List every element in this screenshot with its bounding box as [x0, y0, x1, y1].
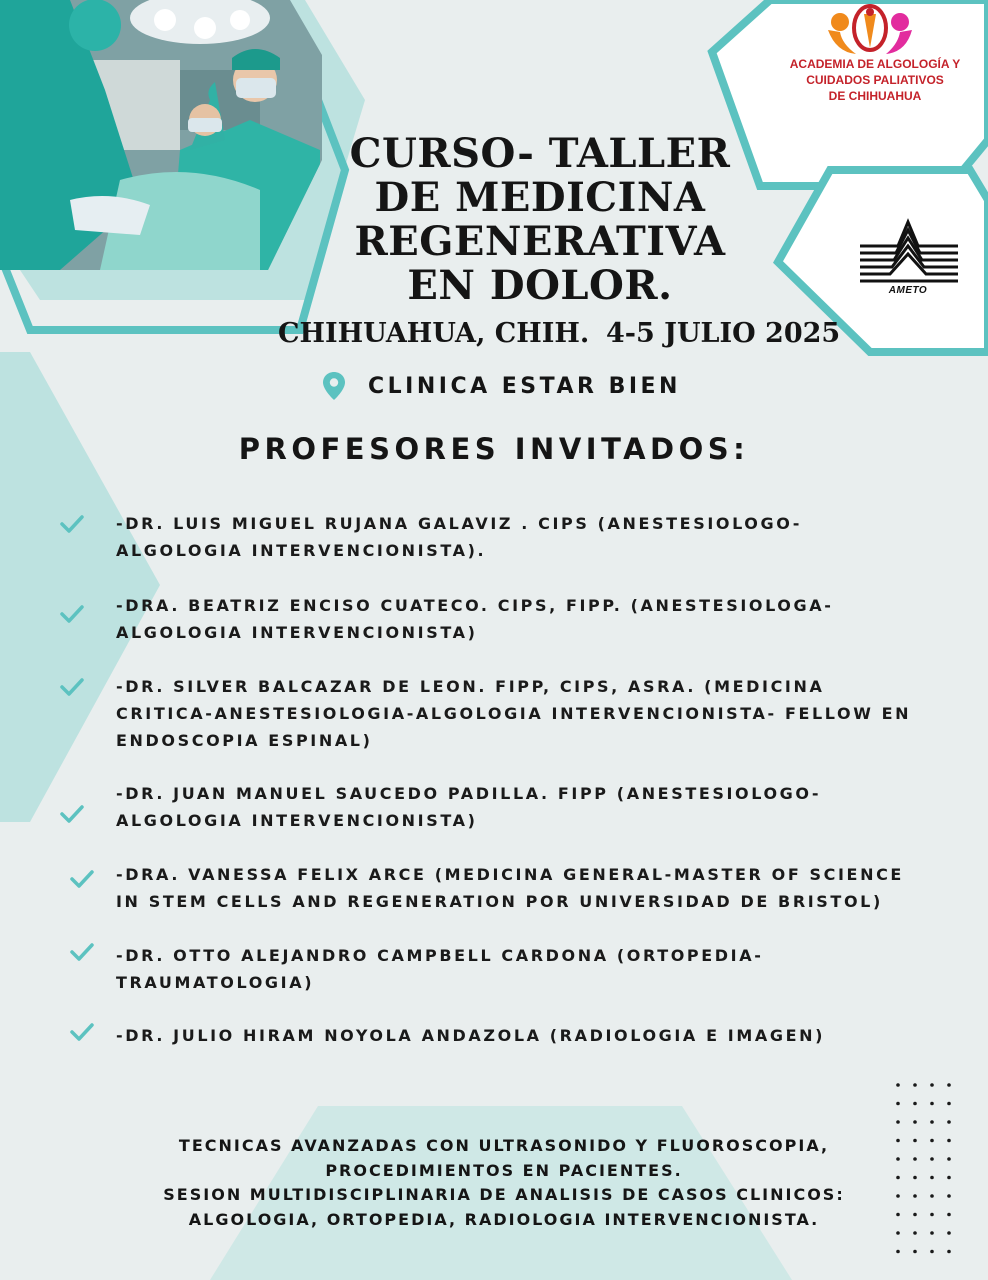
professor-item — [60, 861, 920, 915]
footer-description — [100, 1134, 908, 1232]
surgery-photo — [0, 0, 330, 275]
dot — [947, 1102, 951, 1106]
footer-line-1: TECNICAS AVANZADAS CON ULTRASONIDO Y FLUOROSCOPIA, — [178, 1136, 830, 1155]
dot — [930, 1250, 934, 1254]
dot — [947, 1157, 951, 1161]
professor-text: -DR. LUIS MIGUEL RUJANA GALAVIZ . CIPS (ANESTESIOLOGO-ALGOLOGIA INTERVENCIONISTA). — [116, 514, 802, 560]
dot — [947, 1231, 951, 1235]
dot — [930, 1231, 934, 1235]
professor-item — [60, 673, 920, 754]
check-icon — [70, 942, 94, 962]
footer-line-4: ALGOLOGIA, ORTOPEDIA, RADIOLOGIA INTERVENCIONISTA. — [188, 1209, 820, 1229]
dot — [930, 1157, 934, 1161]
location-pin-icon — [322, 371, 346, 401]
event-title-line-4: EN DOLOR. — [407, 262, 673, 309]
dot — [913, 1176, 917, 1180]
check-icon — [60, 514, 84, 534]
check-icon — [60, 804, 84, 824]
dot — [930, 1213, 934, 1217]
footer-line-3: SESION MULTIDISCIPLINARIA DE ANALISIS DE CASOS CLINICOS: — [163, 1185, 845, 1204]
professor-text: -DR. SILVER BALCAZAR DE LEON. FIPP, CIPS, ASRA. (MEDICINA CRITICA-ANESTESIOLOGIA-ALGOLOGIA INTERVENCIONISTA- FELLOW EN ENDOSCOPIA ESPINAL) — [116, 677, 912, 750]
check-icon — [60, 677, 84, 697]
professor-item — [60, 942, 920, 996]
professor-text: -DR. JUAN MANUEL SAUCEDO PADILLA. FIPP (ANESTESIOLOGO-ALGOLOGIA INTERVENCIONISTA) — [116, 784, 822, 830]
event-title-line-1: CURSO- TALLER — [349, 130, 731, 177]
dot — [896, 1120, 900, 1124]
academy-name-line-3: DE CHIHUAHUA — [828, 89, 922, 103]
dot — [947, 1250, 951, 1254]
dot — [930, 1139, 934, 1143]
dot — [913, 1102, 917, 1106]
professor-text: -DRA. VANESSA FELIX ARCE (MEDICINA GENERAL-MASTER OF SCIENCE IN STEM CELLS AND REGENERATION POR UNIVERSIDAD DE BRISTOL) — [116, 865, 904, 911]
dot — [947, 1194, 951, 1198]
check-icon — [70, 1022, 94, 1042]
professors-heading: PROFESORES INVITADOS: — [238, 432, 750, 466]
footer-line-2: PROCEDIMIENTOS EN PACIENTES. — [325, 1160, 683, 1180]
dot — [913, 1194, 917, 1198]
professor-item — [60, 510, 920, 564]
ameto-label: AMETO — [888, 285, 928, 296]
dot — [930, 1102, 934, 1106]
dot — [947, 1083, 951, 1087]
dot — [947, 1176, 951, 1180]
professor-item — [60, 592, 920, 646]
dot — [913, 1250, 917, 1254]
academy-name-line-2: CUIDADOS PALIATIVOS — [806, 73, 944, 87]
dot — [913, 1120, 917, 1124]
professor-text: -DRA. BEATRIZ ENCISO CUATECO. CIPS, FIPP. (ANESTESIOLOGA-ALGOLOGIA INTERVENCIONISTA) — [116, 596, 834, 642]
professor-item — [60, 1022, 920, 1049]
professor-item — [60, 780, 920, 834]
venue-row — [322, 370, 681, 402]
check-icon — [60, 604, 84, 624]
event-city: CHIHUAHUA, CHIH. — [278, 318, 590, 349]
event-title — [340, 132, 740, 308]
professor-text: -DR. OTTO ALEJANDRO CAMPBELL CARDONA (ORTOPEDIA-TRAUMATOLOGIA) — [116, 946, 764, 992]
dot — [930, 1176, 934, 1180]
dot — [896, 1083, 900, 1087]
academy-name — [772, 56, 978, 104]
dot — [896, 1102, 900, 1106]
dot — [947, 1213, 951, 1217]
event-title-line-3: REGENERATIVA — [354, 218, 726, 265]
dot — [947, 1139, 951, 1143]
dot — [913, 1139, 917, 1143]
venue-name: CLINICA ESTAR BIEN — [368, 373, 681, 399]
dot — [930, 1120, 934, 1124]
dot — [930, 1083, 934, 1087]
dot — [896, 1250, 900, 1254]
dot — [947, 1120, 951, 1124]
event-title-line-2: DE MEDICINA — [374, 174, 706, 221]
dot — [913, 1083, 917, 1087]
dot — [913, 1231, 917, 1235]
dot — [913, 1213, 917, 1217]
professor-text: -DR. JULIO HIRAM NOYOLA ANDAZOLA (RADIOLOGIA E IMAGEN) — [116, 1026, 826, 1045]
event-dates: 4-5 JULIO 2025 — [606, 318, 841, 349]
academy-logo — [828, 6, 912, 54]
dot — [913, 1157, 917, 1161]
dot — [930, 1194, 934, 1198]
check-icon — [70, 869, 94, 889]
academy-name-line-1: ACADEMIA DE ALGOLOGÍA Y — [789, 57, 961, 71]
